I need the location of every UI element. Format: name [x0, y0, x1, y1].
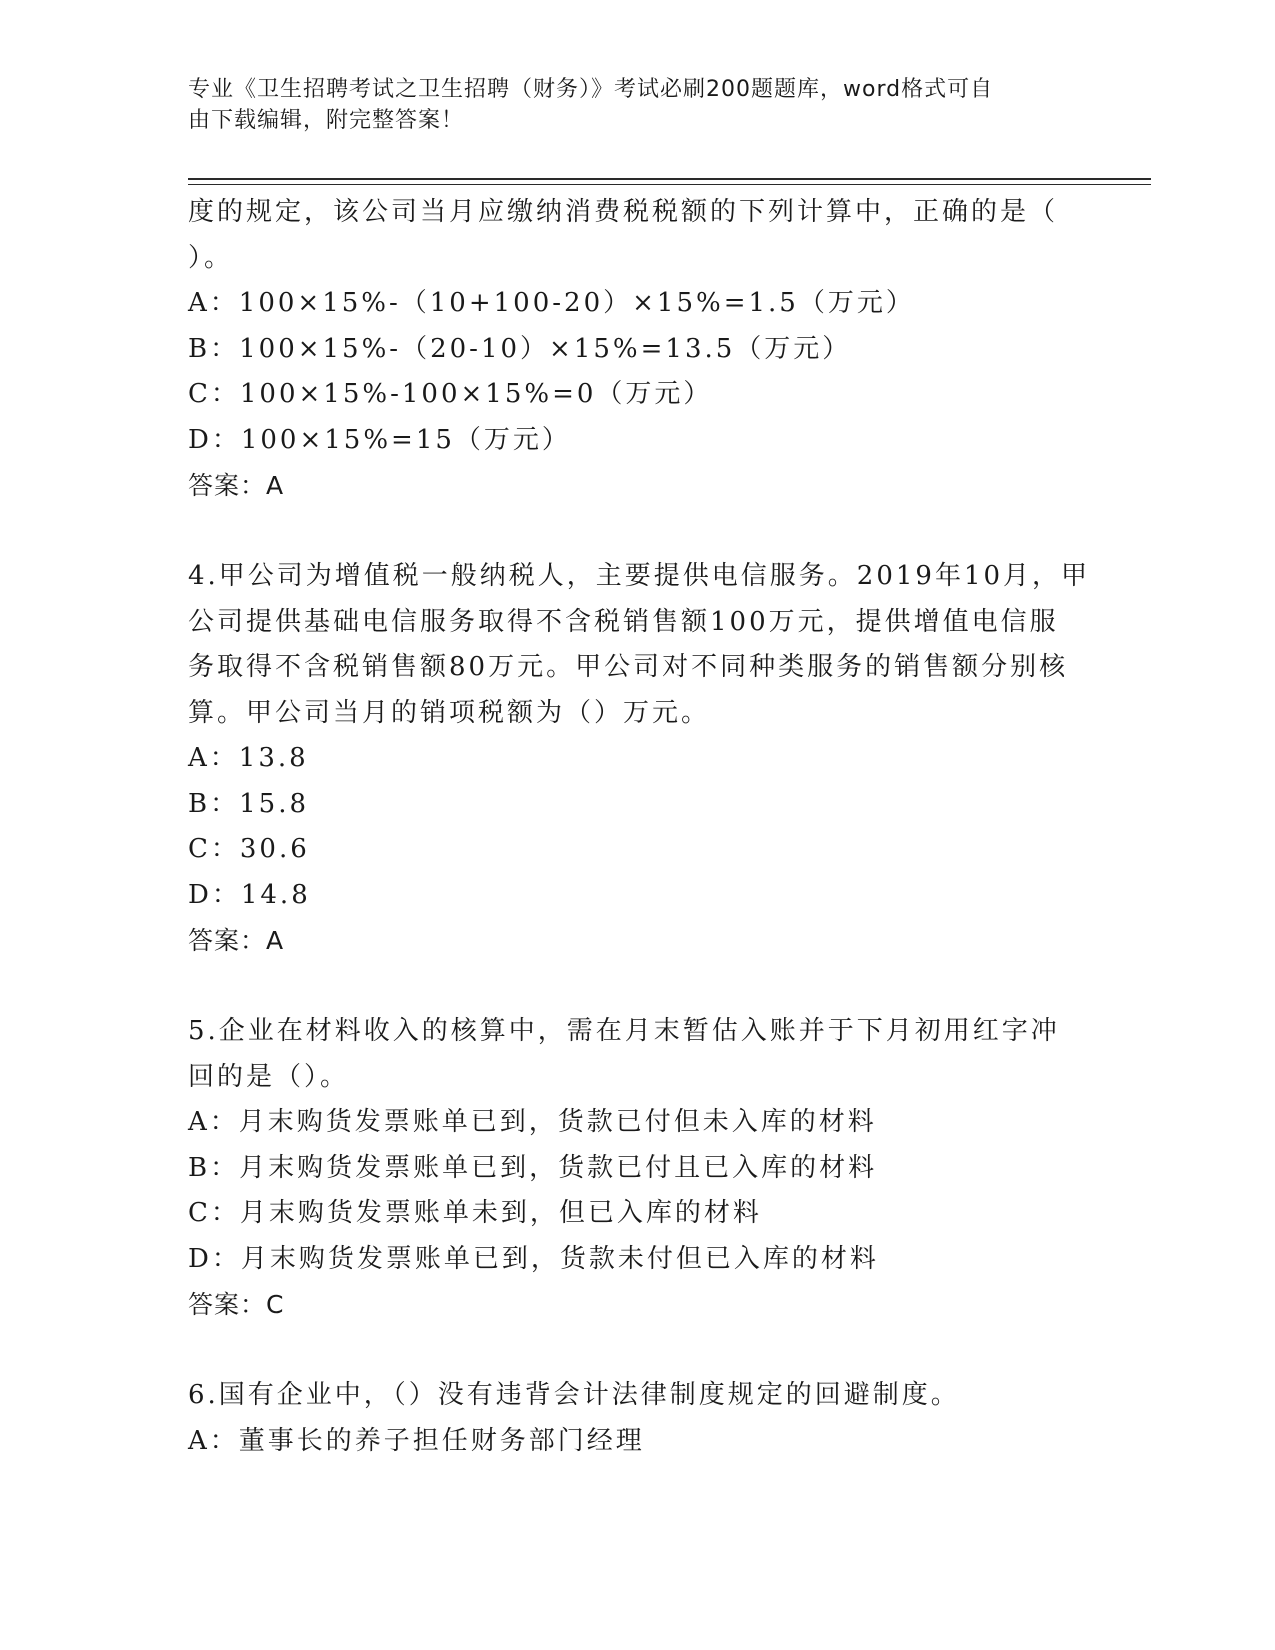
question-stem-line: 回的是（）。	[188, 1061, 350, 1092]
option-c: C：30.6	[188, 834, 310, 864]
question-4	[188, 554, 1091, 964]
spacer	[188, 509, 1088, 555]
option-d: D：14.8	[188, 879, 311, 910]
option-d: D：月末购货发票账单已到，货款未付但已入库的材料	[188, 1243, 879, 1274]
question-3	[188, 190, 1088, 509]
question-stem-line: 度的规定，该公司当月应缴纳消费税税额的下列计算中，正确的是（	[188, 197, 1059, 227]
answer-line: 答案：A	[188, 471, 285, 500]
option-b: B：100×15%-（20-10）×15%=13.5（万元）	[188, 333, 852, 364]
header-line-2: 由下载编辑，附完整答案！	[188, 108, 465, 133]
option-d: D：100×15%=15（万元）	[188, 424, 571, 455]
option-c: C：月末购货发票账单未到，但已入库的材料	[188, 1198, 762, 1228]
document-body	[188, 190, 1091, 1464]
option-c: C：100×15%-100×15%=0（万元）	[188, 379, 713, 409]
answer-line: 答案：A	[188, 926, 285, 955]
document-header	[188, 74, 1068, 136]
question-stem-line: ）。	[188, 242, 234, 273]
header-line-1: 专业《卫生招聘考试之卫生招聘（财务）》考试必刷200题题库，word格式可自	[188, 77, 994, 102]
header-divider-thin	[188, 184, 1151, 185]
question-stem-line: 务取得不含税销售额80万元。甲公司对不同种类服务的销售额分别核	[188, 652, 1069, 682]
question-stem-line: 公司提供基础电信服务取得不含税销售额100万元，提供增值电信服	[188, 606, 1059, 637]
option-a: A：13.8	[188, 743, 309, 773]
question-stem-line: 5.企业在材料收入的核算中，需在月末暂估入账并于下月初用红字冲	[188, 1016, 1060, 1046]
question-5	[188, 1009, 1088, 1328]
question-stem-line: 算。甲公司当月的销项税额为（）万元。	[188, 697, 711, 728]
spacer	[188, 1328, 1088, 1374]
option-b: B：15.8	[188, 788, 309, 819]
option-a: A：月末购货发票账单已到，货款已付但未入库的材料	[188, 1107, 877, 1137]
spacer	[188, 964, 1088, 1010]
option-a: A：董事长的养子担任财务部门经理	[188, 1425, 645, 1456]
answer-line: 答案：C	[188, 1290, 285, 1319]
question-6	[188, 1373, 1088, 1464]
option-a: A：100×15%-（10+100-20）×15%=1.5（万元）	[188, 288, 915, 318]
header-divider-thick	[188, 178, 1151, 180]
question-stem-line: 6.国有企业中，（）没有违背会计法律制度规定的回避制度。	[188, 1380, 960, 1410]
option-b: B：月末购货发票账单已到，货款已付且已入库的材料	[188, 1152, 878, 1183]
question-stem-line: 4.甲公司为增值税一般纳税人，主要提供电信服务。2019年10月，甲	[188, 561, 1091, 591]
